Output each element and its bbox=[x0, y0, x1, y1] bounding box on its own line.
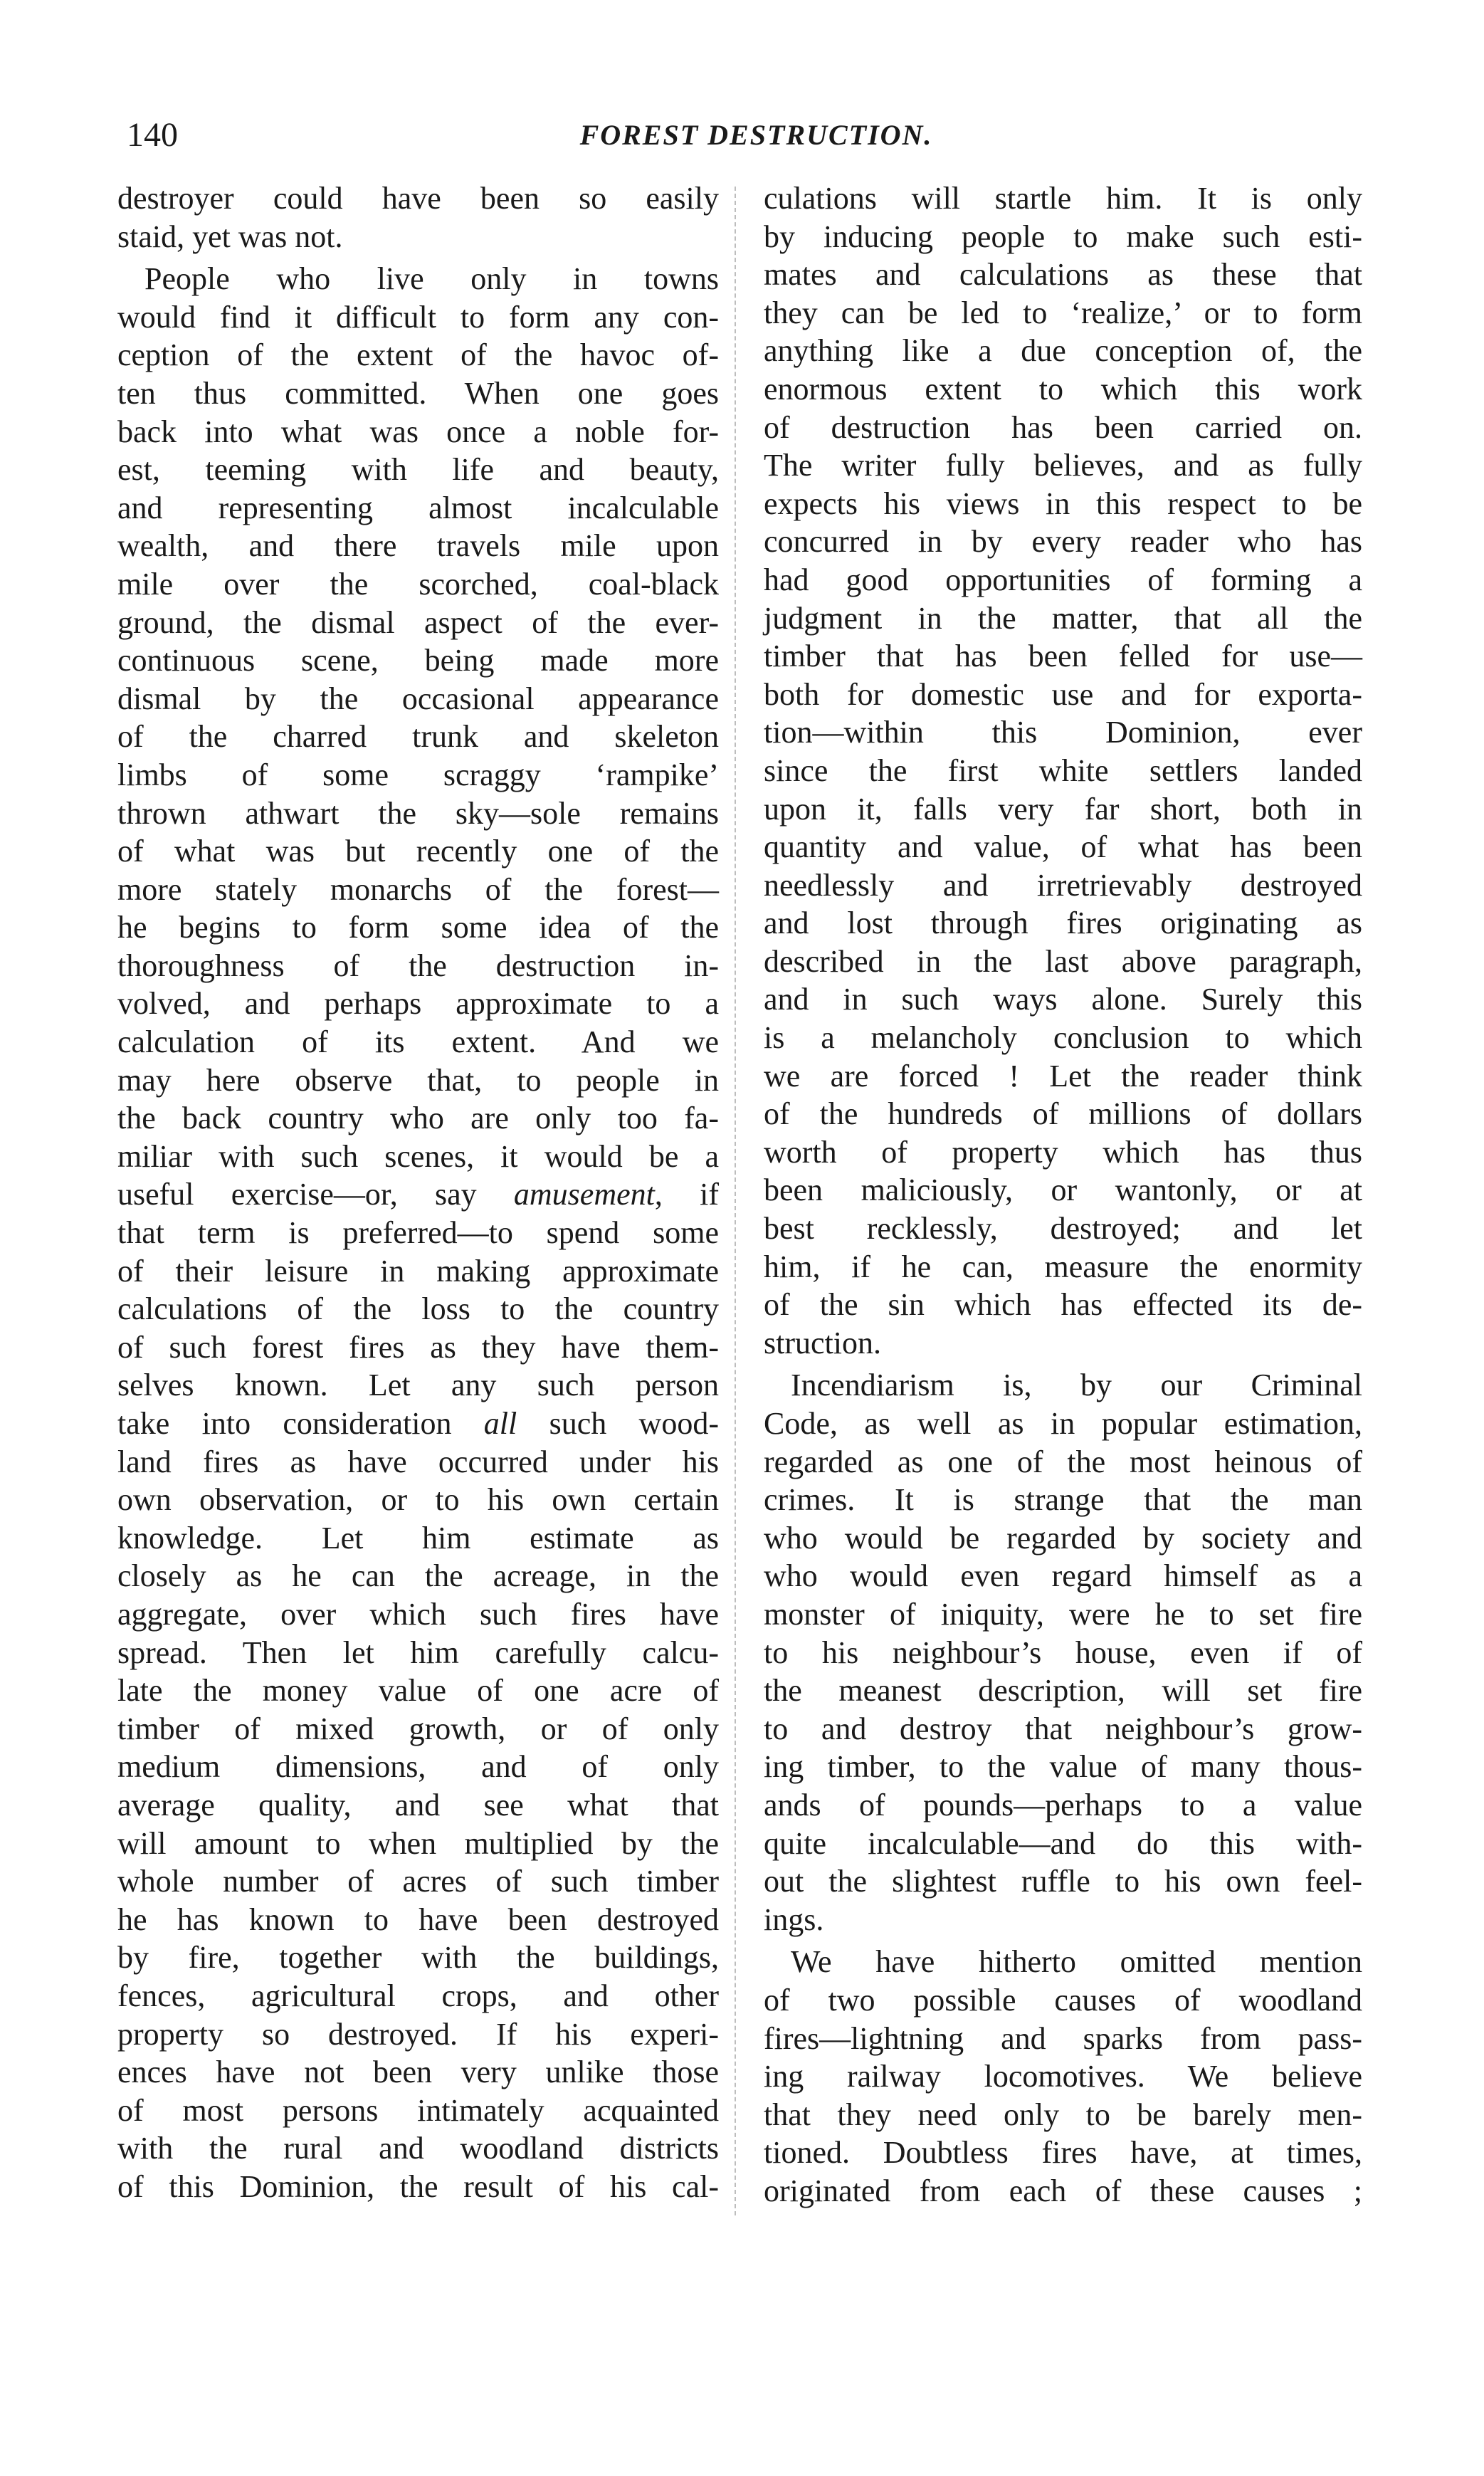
text-line bbox=[117, 1328, 719, 1367]
text-line bbox=[117, 1595, 719, 1634]
text-line bbox=[117, 1519, 719, 1558]
text-segment: The writer fully believes, and as fully bbox=[764, 448, 1362, 483]
text-segment: to and destroy that neighbour’s grow- bbox=[764, 1711, 1362, 1746]
text-line bbox=[117, 1252, 719, 1291]
text-segment: ing timber, to the value of many thous- bbox=[764, 1749, 1362, 1785]
text-segment: calculations of the loss to the country bbox=[117, 1291, 719, 1327]
text-line bbox=[764, 637, 1362, 676]
text-segment: volved, and perhaps approximate to a bbox=[117, 986, 719, 1022]
text-segment: and in such ways alone. Surely this bbox=[764, 982, 1362, 1017]
text-line bbox=[764, 790, 1362, 829]
text-line bbox=[117, 1443, 719, 1481]
text-segment: of most persons intimately acquainted bbox=[117, 2092, 719, 2128]
text-segment: described in the last above paragraph, bbox=[764, 943, 1362, 979]
text-segment: concurred in by every reader who has bbox=[764, 524, 1362, 560]
text-segment: of two possible causes of woodland bbox=[764, 1982, 1362, 2018]
text-line bbox=[764, 1366, 1362, 1405]
text-line bbox=[117, 718, 719, 756]
text-line bbox=[117, 680, 719, 718]
text-line bbox=[764, 1133, 1362, 1172]
text-line bbox=[764, 1405, 1362, 1443]
text-segment: timber of mixed growth, or of only bbox=[117, 1711, 719, 1746]
text-segment: is a melancholy conclusion to which bbox=[764, 1020, 1362, 1056]
text-line bbox=[117, 2168, 719, 2206]
text-line bbox=[117, 1862, 719, 1901]
text-segment: ing railway locomotives. We believe bbox=[764, 2059, 1362, 2094]
text-segment: tion—within this Dominion, ever bbox=[764, 715, 1362, 750]
text-line bbox=[117, 1099, 719, 1138]
text-segment: ences have not been very unlike those bbox=[117, 2055, 719, 2090]
page-number: 140 bbox=[127, 116, 178, 154]
text-line bbox=[117, 374, 719, 413]
column-divider bbox=[735, 187, 736, 2215]
text-segment: ten thus committed. When one goes bbox=[117, 375, 719, 411]
text-line bbox=[117, 2129, 719, 2168]
text-line bbox=[117, 1138, 719, 1176]
text-segment: worth of property which has thus bbox=[764, 1134, 1362, 1170]
text-line bbox=[764, 1710, 1362, 1748]
text-segment: closely as he can the acreage, in the bbox=[117, 1558, 719, 1594]
text-line bbox=[117, 1634, 719, 1672]
text-line bbox=[764, 1286, 1362, 1324]
text-line bbox=[764, 1481, 1362, 1519]
text-line bbox=[117, 451, 719, 489]
text-segment: originated from each of these causes ; bbox=[764, 2173, 1362, 2208]
text-segment: fires—lightning and sparks from pass- bbox=[764, 2020, 1362, 2056]
text-segment: calculation of its extent. And we bbox=[117, 1024, 719, 1060]
text-line bbox=[764, 2134, 1362, 2172]
text-line bbox=[764, 1943, 1362, 1981]
text-line bbox=[764, 1825, 1362, 1863]
text-segment: est, teeming with life and beauty, bbox=[117, 452, 719, 488]
text-segment: him, if he can, measure the enormity bbox=[764, 1249, 1362, 1284]
text-line bbox=[764, 1057, 1362, 1096]
text-segment: he has known to have been destroyed bbox=[117, 1901, 719, 1937]
text-segment: property so destroyed. If his experi- bbox=[117, 2016, 719, 2052]
text-segment: they can be led to ‘realize,’ or to form bbox=[764, 295, 1362, 330]
text-segment: more stately monarchs of the forest— bbox=[117, 871, 719, 907]
text-segment: out the slightest ruffle to his own feel- bbox=[764, 1864, 1362, 1899]
text-line bbox=[764, 904, 1362, 943]
text-segment: dismal by the occasional appearance bbox=[117, 681, 719, 716]
text-segment: both for domestic use and for exporta- bbox=[764, 676, 1362, 712]
text-segment: of what was but recently one of the bbox=[117, 834, 719, 869]
paragraph bbox=[117, 260, 719, 2205]
text-line bbox=[764, 1443, 1362, 1481]
text-segment: Code, as well as in popular estimation, bbox=[764, 1406, 1362, 1441]
text-line bbox=[764, 1248, 1362, 1286]
text-line bbox=[764, 676, 1362, 714]
text-line bbox=[117, 1977, 719, 2015]
text-line bbox=[117, 179, 719, 218]
text-line bbox=[117, 1710, 719, 1748]
text-line bbox=[117, 1061, 719, 1100]
text-line bbox=[117, 2053, 719, 2092]
text-line bbox=[764, 1901, 1362, 1939]
text-line bbox=[764, 218, 1362, 256]
text-segment: thoroughness of the destruction in- bbox=[117, 948, 719, 983]
text-segment: selves known. Let any such person bbox=[117, 1368, 719, 1403]
paragraph bbox=[764, 179, 1362, 1362]
text-segment: had good opportunities of forming a bbox=[764, 562, 1362, 597]
text-line bbox=[764, 943, 1362, 981]
text-segment: since the first white settlers landed bbox=[764, 752, 1362, 788]
text-segment: ception of the extent of the havoc of- bbox=[117, 337, 719, 373]
text-line bbox=[764, 2057, 1362, 2096]
text-line bbox=[117, 1290, 719, 1328]
text-line bbox=[764, 294, 1362, 332]
text-segment: judgment in the matter, that all the bbox=[764, 600, 1362, 636]
text-segment: may here observe that, to people in bbox=[117, 1062, 719, 1098]
text-line bbox=[117, 298, 719, 337]
text-line bbox=[764, 561, 1362, 599]
text-line bbox=[117, 1939, 719, 1977]
text-segment: ground, the dismal aspect of the ever- bbox=[117, 604, 719, 640]
text-line bbox=[764, 179, 1362, 218]
text-line bbox=[764, 1171, 1362, 1210]
text-segment: whole number of acres of such timber bbox=[117, 1864, 719, 1899]
text-line bbox=[117, 1175, 719, 1214]
text-line bbox=[117, 336, 719, 374]
text-segment: Incendiarism is, by our Criminal bbox=[791, 1368, 1362, 1403]
text-segment: of such forest fires as they have them- bbox=[117, 1329, 719, 1365]
text-line bbox=[117, 1557, 719, 1595]
text-segment: been maliciously, or wantonly, or at bbox=[764, 1173, 1362, 1208]
text-line bbox=[764, 1634, 1362, 1672]
text-line bbox=[117, 1405, 719, 1443]
text-segment: enormous extent to which this work bbox=[764, 371, 1362, 406]
text-segment: and representing almost incalculable bbox=[117, 490, 719, 525]
text-line bbox=[117, 794, 719, 833]
text-segment: monster of iniquity, were he to set fire bbox=[764, 1596, 1362, 1632]
text-segment: upon it, falls very far short, both in bbox=[764, 791, 1362, 827]
text-segment: of this Dominion, the result of his cal- bbox=[117, 2168, 719, 2204]
left-column bbox=[117, 179, 719, 2205]
text-segment: tioned. Doubtless fires have, at times, bbox=[764, 2135, 1362, 2171]
text-line bbox=[117, 218, 719, 256]
text-segment: who would even regard himself as a bbox=[764, 1558, 1362, 1594]
text-segment: quite incalculable—and do this with- bbox=[764, 1825, 1362, 1861]
text-segment: and lost through fires originating as bbox=[764, 906, 1362, 941]
emphasized-word: all bbox=[483, 1406, 517, 1441]
text-segment: of the hundreds of millions of dollars bbox=[764, 1096, 1362, 1132]
text-line bbox=[764, 1095, 1362, 1133]
text-segment: destroyer could have been so easily bbox=[117, 181, 719, 216]
text-segment: aggregate, over which such fires have bbox=[117, 1596, 719, 1632]
text-segment: with the rural and woodland districts bbox=[117, 2131, 719, 2166]
text-segment: of destruction has been carried on. bbox=[764, 409, 1362, 445]
text-line bbox=[764, 332, 1362, 370]
text-segment: anything like a due conception of, the bbox=[764, 333, 1362, 369]
paragraph bbox=[117, 179, 719, 256]
text-segment: by fire, together with the buildings, bbox=[117, 1940, 719, 1976]
right-column bbox=[764, 179, 1362, 2210]
text-segment: expects his views in this respect to be bbox=[764, 486, 1362, 521]
text-segment: struction. bbox=[764, 1325, 881, 1360]
text-line bbox=[117, 947, 719, 985]
text-segment: average quality, and see what that bbox=[117, 1787, 719, 1822]
text-line bbox=[764, 1210, 1362, 1248]
text-line bbox=[117, 832, 719, 871]
text-line bbox=[764, 1748, 1362, 1786]
text-segment: useful exercise—or, say bbox=[117, 1177, 514, 1212]
paragraph bbox=[764, 1366, 1362, 1939]
text-line bbox=[117, 2015, 719, 2054]
text-line bbox=[764, 599, 1362, 638]
running-title: FOREST DESTRUCTION. bbox=[579, 119, 933, 151]
text-line bbox=[117, 260, 719, 298]
text-segment: the back country who are only too fa- bbox=[117, 1101, 719, 1136]
text-line bbox=[764, 1519, 1362, 1558]
text-segment: the meanest description, will set fire bbox=[764, 1673, 1362, 1709]
text-line bbox=[117, 641, 719, 680]
text-line bbox=[117, 1786, 719, 1825]
text-line bbox=[117, 1672, 719, 1710]
text-line bbox=[117, 1825, 719, 1863]
text-segment: , if bbox=[654, 1177, 719, 1212]
text-line bbox=[764, 866, 1362, 905]
text-line bbox=[764, 1324, 1362, 1363]
text-segment: who would be regarded by society and bbox=[764, 1520, 1362, 1556]
paragraph bbox=[764, 1943, 1362, 2210]
text-segment: quantity and value, of what has been bbox=[764, 829, 1362, 865]
text-segment: wealth, and there travels mile upon bbox=[117, 528, 719, 564]
text-line bbox=[764, 409, 1362, 447]
text-line bbox=[764, 713, 1362, 752]
text-line bbox=[764, 1557, 1362, 1595]
text-segment: limbs of some scraggy ‘rampike’ bbox=[117, 757, 719, 792]
text-segment: culations will startle him. It is only bbox=[764, 181, 1362, 216]
text-segment: knowledge. Let him estimate as bbox=[117, 1520, 719, 1556]
text-segment: spread. Then let him carefully calcu- bbox=[117, 1635, 719, 1670]
text-segment: own observation, or to his own certain bbox=[117, 1482, 719, 1518]
text-line bbox=[764, 1672, 1362, 1710]
text-segment: ands of pounds—perhaps to a value bbox=[764, 1787, 1362, 1822]
text-segment: regarded as one of the most heinous of bbox=[764, 1444, 1362, 1479]
text-line bbox=[117, 489, 719, 528]
text-line bbox=[117, 413, 719, 451]
text-line bbox=[117, 565, 719, 604]
text-line bbox=[117, 756, 719, 794]
text-segment: would find it difficult to form any con- bbox=[117, 299, 719, 335]
text-line bbox=[764, 2172, 1362, 2210]
text-segment: fences, agricultural crops, and other bbox=[117, 1978, 719, 2013]
text-line bbox=[117, 527, 719, 565]
text-line bbox=[764, 752, 1362, 790]
text-line bbox=[764, 523, 1362, 561]
text-segment: mates and calculations as these that bbox=[764, 257, 1362, 293]
text-segment: miliar with such scenes, it would be a bbox=[117, 1138, 719, 1174]
text-line bbox=[117, 1023, 719, 1061]
text-line bbox=[117, 1214, 719, 1252]
text-segment: to his neighbour’s house, even if of bbox=[764, 1635, 1362, 1670]
text-segment: crimes. It is strange that the man bbox=[764, 1482, 1362, 1518]
text-segment: ings. bbox=[764, 1901, 824, 1937]
text-line bbox=[764, 2020, 1362, 2058]
text-segment: back into what was once a noble for- bbox=[117, 414, 719, 449]
text-segment: will amount to when multiplied by the bbox=[117, 1825, 719, 1861]
text-segment: take into consideration bbox=[117, 1406, 484, 1441]
text-segment: land fires as have occurred under his bbox=[117, 1444, 719, 1479]
text-line bbox=[117, 1366, 719, 1405]
text-segment: We have hitherto omitted mention bbox=[791, 1944, 1362, 1980]
text-segment: such wood- bbox=[517, 1406, 719, 1441]
emphasized-word: amusement bbox=[513, 1177, 655, 1212]
text-segment: that they need only to be barely men- bbox=[764, 2097, 1362, 2132]
text-line bbox=[764, 980, 1362, 1019]
text-segment: of the charred trunk and skeleton bbox=[117, 719, 719, 755]
text-line bbox=[764, 370, 1362, 409]
text-line bbox=[764, 1786, 1362, 1825]
text-segment: late the money value of one acre of bbox=[117, 1673, 719, 1709]
text-line bbox=[764, 2096, 1362, 2134]
text-line bbox=[117, 985, 719, 1023]
text-segment: timber that has been felled for use— bbox=[764, 639, 1362, 674]
text-segment: of their leisure in making approximate bbox=[117, 1253, 719, 1289]
text-line bbox=[117, 871, 719, 909]
text-line bbox=[117, 1748, 719, 1786]
text-segment: mile over the scorched, coal-black bbox=[117, 566, 719, 602]
text-line bbox=[764, 1595, 1362, 1634]
text-segment: thrown athwart the sky—sole remains bbox=[117, 795, 719, 831]
text-segment: he begins to form some idea of the bbox=[117, 910, 719, 945]
text-segment: of the sin which has effected its de- bbox=[764, 1287, 1362, 1323]
text-segment: by inducing people to make such esti- bbox=[764, 219, 1362, 254]
text-line bbox=[117, 2092, 719, 2130]
text-segment: continuous scene, being made more bbox=[117, 643, 719, 678]
text-line bbox=[764, 1981, 1362, 2020]
text-segment: staid, yet was not. bbox=[117, 219, 343, 254]
text-line bbox=[117, 908, 719, 947]
text-segment: we are forced ! Let the reader think bbox=[764, 1058, 1362, 1093]
text-line bbox=[764, 446, 1362, 485]
text-line bbox=[764, 1862, 1362, 1901]
text-line bbox=[764, 1019, 1362, 1057]
text-segment: medium dimensions, and of only bbox=[117, 1749, 719, 1785]
text-line bbox=[117, 604, 719, 642]
text-line bbox=[764, 485, 1362, 523]
text-segment: that term is preferred—to spend some bbox=[117, 1215, 719, 1251]
text-line bbox=[764, 828, 1362, 866]
text-segment: needlessly and irretrievably destroyed bbox=[764, 867, 1362, 903]
text-segment: People who live only in towns bbox=[144, 261, 719, 297]
text-line bbox=[117, 1481, 719, 1519]
text-line bbox=[764, 256, 1362, 294]
text-line bbox=[117, 1901, 719, 1939]
text-segment: best recklessly, destroyed; and let bbox=[764, 1211, 1362, 1247]
